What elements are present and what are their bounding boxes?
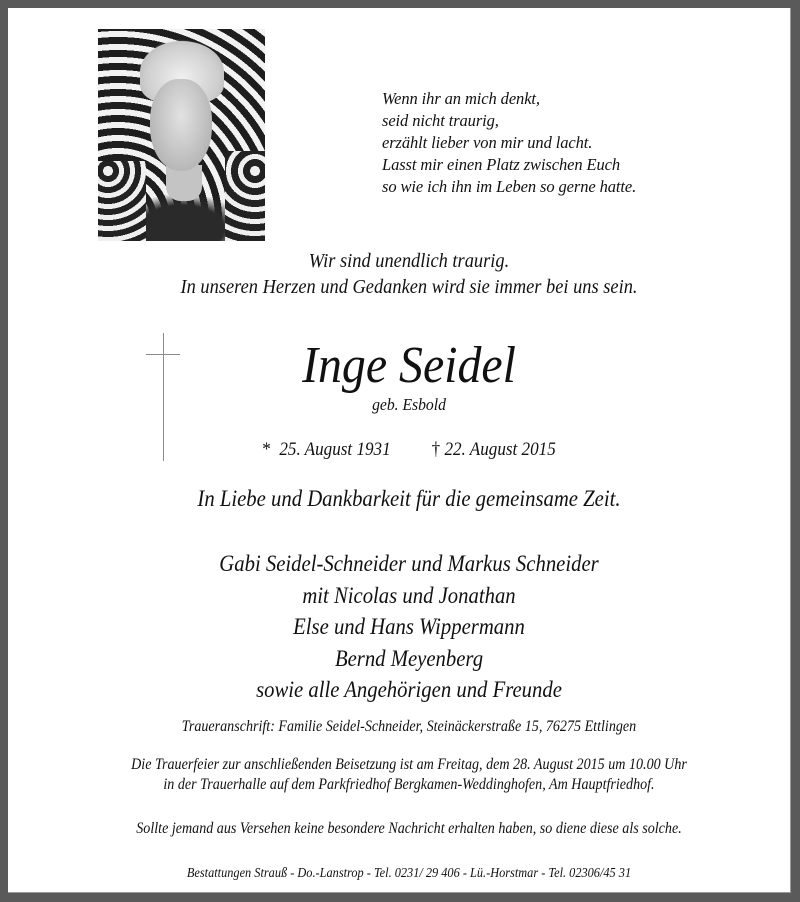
- poem-line: Wenn ihr an mich denkt,: [382, 89, 540, 108]
- poem: [382, 88, 636, 198]
- intro-line: Wir sind unendlich traurig.: [308, 250, 510, 272]
- birth-name: geb. Esbold: [372, 395, 446, 414]
- obituary-card: [8, 8, 791, 893]
- undertaker-info: Bestattungen Strauß - Do.-Lanstrop - Tel. 0231/ 29 406 - Lü.-Horstmar - Tel. 02306/45 31: [186, 866, 632, 881]
- notice-text: Sollte jemand aus Versehen keine besondere Nachricht erhalten haben, so diene diese als solche.: [136, 820, 682, 837]
- photo-face: [150, 79, 212, 171]
- poem-line: Lasst mir einen Platz zwischen Euch: [382, 155, 621, 174]
- family-line: Gabi Seidel-Schneider und Markus Schneider: [219, 551, 599, 576]
- death-date: 22. August 2015: [444, 439, 556, 460]
- ceremony-line: Die Trauerfeier zur anschließenden Beisetzung ist am Freitag, dem 28. August 2015 um 10.00 Uhr: [131, 756, 687, 773]
- family-line: Bernd Meyenberg: [334, 645, 484, 671]
- thanks-text: In Liebe und Dankbarkeit für die gemeinsame Zeit.: [197, 486, 621, 511]
- poem-line: erzählt lieber von mir und lacht.: [382, 133, 593, 152]
- family-line: Else und Hans Wippermann: [293, 614, 525, 639]
- poem-line: so wie ich ihn im Leben so gerne hatte.: [382, 177, 637, 196]
- ceremony-info: [56, 755, 762, 795]
- family-list: [48, 548, 770, 706]
- intro-text: [40, 248, 778, 300]
- life-dates: [48, 438, 770, 462]
- ceremony-line: in der Trauerhalle auf dem Parkfriedhof Bergkamen-Weddinghofen, Am Hauptfriedhof.: [163, 776, 655, 793]
- portrait-photo: [98, 29, 265, 241]
- poem-line: seid nicht traurig,: [382, 111, 499, 130]
- family-line: mit Nicolas und Jonathan: [302, 582, 516, 608]
- death-dagger-icon: †: [431, 439, 441, 460]
- photo-coat-pattern-right: [225, 151, 265, 241]
- birth-star-icon: *: [262, 439, 271, 460]
- deceased-name: Inge Seidel: [302, 337, 516, 394]
- intro-line: In unseren Herzen und Gedanken wird sie immer bei uns sein.: [180, 276, 638, 298]
- mourning-address: Traueranschrift: Familie Seidel-Schneider, Steinäckerstraße 15, 76275 Ettlingen: [181, 718, 637, 735]
- birth-date: 25. August 1931: [279, 439, 391, 460]
- photo-coat-pattern-left: [98, 161, 146, 241]
- family-line: sowie alle Angehörigen und Freunde: [256, 677, 562, 702]
